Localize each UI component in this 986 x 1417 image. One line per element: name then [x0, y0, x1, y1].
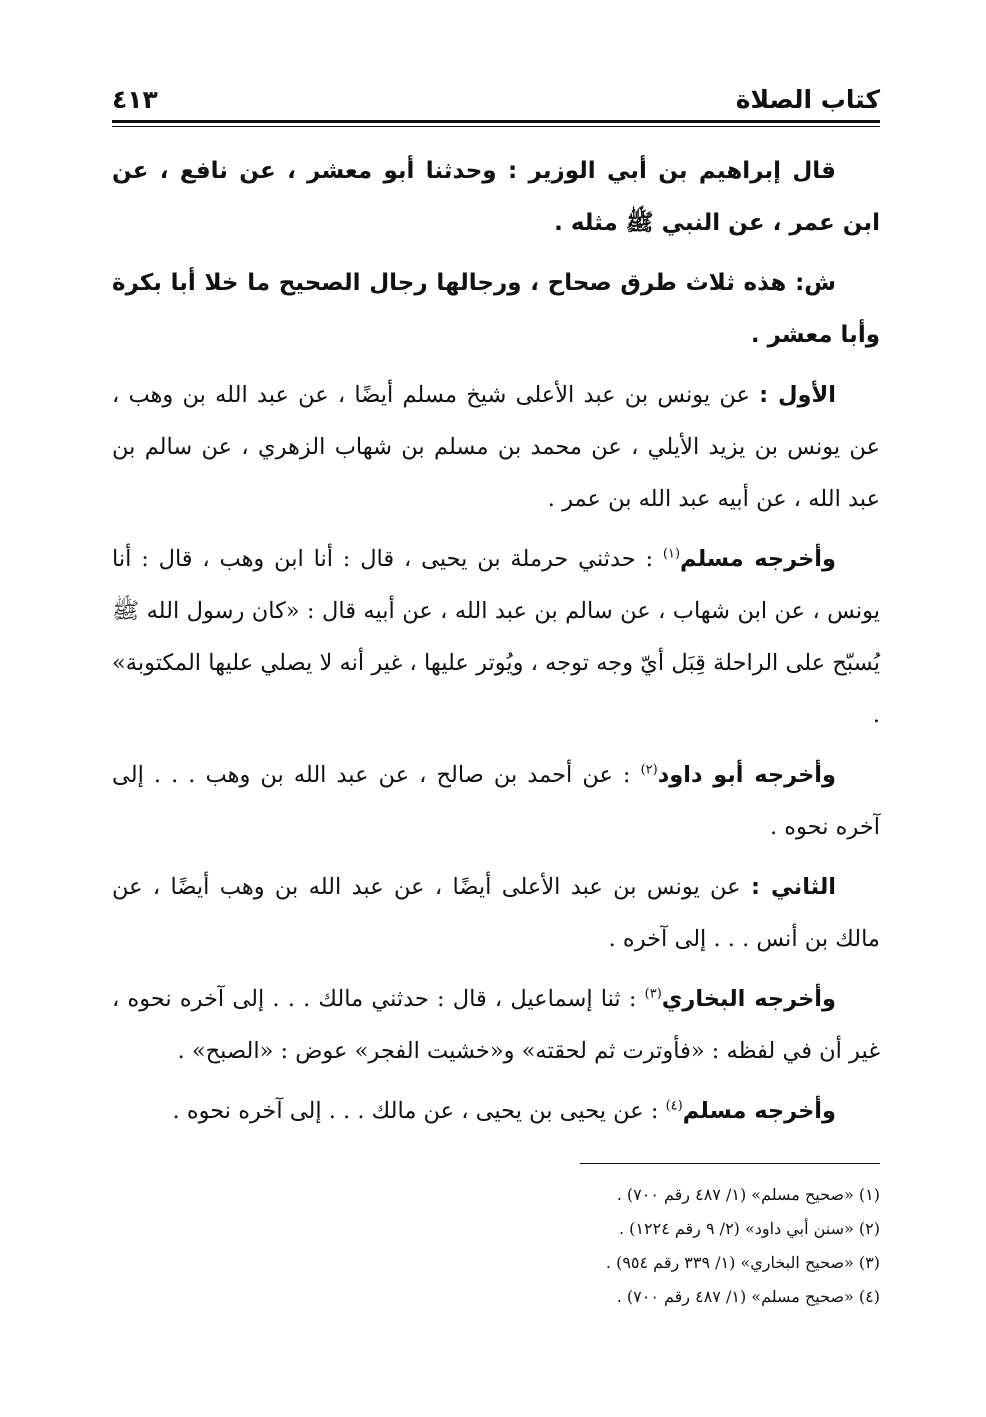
paragraph	[112, 1085, 880, 1137]
paragraph-text: : حدثني حرملة بن يحيى ، قال : أنا ابن وهب ، قال : أنا يونس ، عن ابن شهاب ، عن سالم بن عبد الله ، عن أبيه قال : «كان رسول الله ﷺ يُسبّح على الراحلة قِبَل أيّ وجه توجه ، ويُوتر عليها ، غير أنه لا يصلي عليها المكتوبة» .	[112, 546, 881, 728]
footnote: (١) «صحيح مسلم» (١/ ٤٨٧ رقم ٧٠٠) .	[616, 1185, 880, 1204]
header-rule-thin	[112, 126, 880, 127]
footnote-separator	[580, 1163, 880, 1164]
paragraph-text: : عن أحمد بن صالح ، عن عبد الله بن وهب . . . إلى آخره نحوه .	[112, 762, 880, 840]
paragraph	[112, 749, 880, 853]
page-number: ٤١٣	[112, 85, 158, 114]
paragraph	[112, 369, 880, 525]
paragraph-lead: وأخرجه مسلم	[682, 1098, 836, 1124]
paragraph-lead: وأخرجه مسلم	[680, 546, 836, 572]
footnote-ref: (٣)	[644, 986, 662, 1002]
paragraph-text: ش: هذه ثلاث طرق صحاح ، ورجالها رجال الصحيح ما خلا أبا بكرة وأبا معشر .	[112, 270, 880, 348]
paragraph-text: عن يونس بن عبد الأعلى شيخ مسلم أيضًا ، عن عبد الله بن وهب ، عن يونس بن يزيد الأيلي ، عن محمد بن مسلم بن شهاب الزهري ، عن سالم بن عبد الله ، عن أبيه عبد الله بن عمر .	[112, 382, 880, 512]
paragraph-text: قال إبراهيم بن أبي الوزير : وحدثنا أبو معشر ، عن نافع ، عن ابن عمر ، عن النبي ﷺ مثله .	[112, 158, 880, 236]
paragraph	[112, 973, 880, 1077]
paragraph-text: : ثنا إسماعيل ، قال : حدثني مالك . . . إلى آخره نحوه ، غير أن في لفظه : «فأوترت ثم لحقته» و«خشيت الفجر» عوض : «الصبح» .	[112, 986, 880, 1064]
footnotes	[112, 1178, 880, 1314]
paragraph-lead: الأول :	[759, 382, 837, 408]
footnote: (٤) «صحيح مسلم» (١/ ٤٨٧ رقم ٧٠٠) .	[616, 1287, 880, 1306]
paragraph-lead: الثاني :	[750, 874, 837, 900]
paragraph-text: : عن يحيى بن يحيى ، عن مالك . . . إلى آخره نحوه .	[172, 1098, 666, 1124]
footnote-ref: (١)	[662, 546, 681, 562]
paragraph-lead: وأخرجه أبو داود	[657, 762, 836, 788]
header-rule-thick	[112, 120, 880, 123]
chapter-title: كتاب الصلاة	[735, 85, 880, 114]
paragraph-lead: وأخرجه البخاري	[661, 986, 836, 1012]
footnote: (٢) «سنن أبي داود» (٢/ ٩ رقم ١٢٢٤) .	[619, 1219, 880, 1238]
page-header	[112, 70, 880, 114]
paragraph	[112, 533, 880, 741]
paragraph	[112, 145, 880, 249]
footnote: (٣) «صحيح البخاري» (١/ ٣٣٩ رقم ٩٥٤) .	[605, 1253, 880, 1272]
paragraph-text: عن يونس بن عبد الأعلى أيضًا ، عن عبد الله بن وهب أيضًا ، عن مالك بن أنس . . . إلى آخره .	[112, 874, 880, 952]
footnote-ref: (٢)	[640, 762, 658, 778]
paragraph	[112, 257, 880, 361]
page-body	[112, 145, 880, 1137]
footnote-ref: (٤)	[665, 1098, 683, 1114]
paragraph	[112, 861, 880, 965]
book-page	[112, 70, 880, 1314]
